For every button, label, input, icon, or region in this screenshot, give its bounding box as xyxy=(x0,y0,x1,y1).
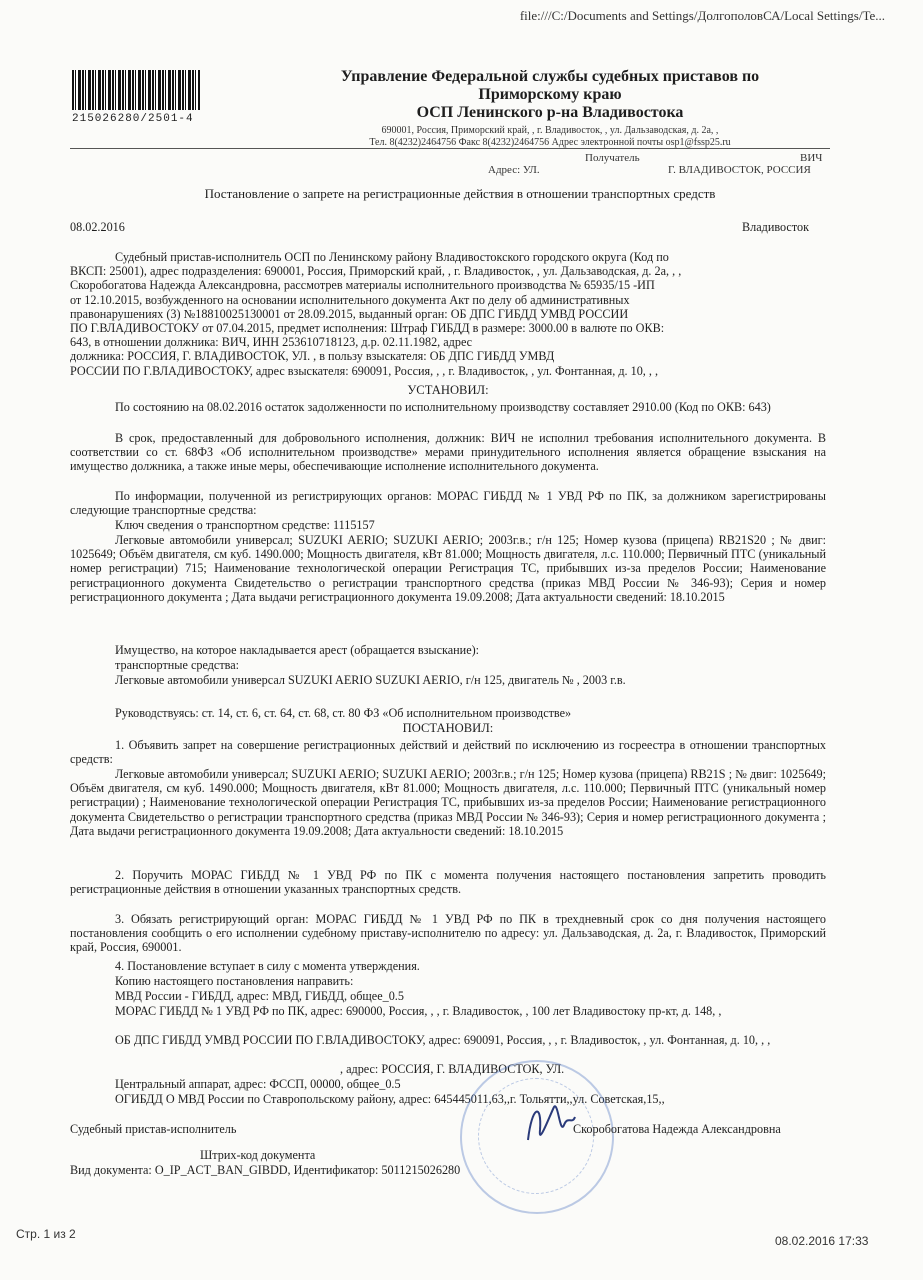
property-label: Имущество, на которое накладывается арест (обращается взыскание): xyxy=(115,643,480,657)
doc-date: 08.02.2016 xyxy=(70,220,125,234)
property-vehicle: Легковые автомобили универсал SUZUKI AERIO SUZUKI AERIO, г/н 125, двигатель № , 2003 г.в. xyxy=(115,673,626,687)
intro-line: от 12.10.2015, возбужденного на основании исполнительного документа Акт по делу об административных xyxy=(70,292,630,307)
print-datetime: 08.02.2016 17:33 xyxy=(775,1234,869,1248)
copy-recipient-4: , адрес: РОССИЯ, Г. ВЛАДИВОСТОК, УЛ. xyxy=(340,1062,565,1076)
resolution-1: 1. Объявить запрет на совершение регистрационных действий и действий по исключению из госреестра в отношении транспортных средств: xyxy=(70,738,826,767)
copy-recipient-2: МОРАС ГИБДД № 1 УВД РФ по ПК, адрес: 690000, Россия, , , г. Владивосток, , 100 лет Владивостоку пр-кт, д. 148, , xyxy=(115,1004,722,1018)
copy-recipient-1: МВД России - ГИБДД, адрес: МВД, ГИБДД, общее_0.5 xyxy=(115,989,404,1003)
org-line-3: ОСП Ленинского р-на Владивостока xyxy=(416,104,684,121)
doc-title: Постановление о запрете на регистрационные действия в отношении транспортных средств xyxy=(204,186,716,201)
intro-line: 643, в отношении должника: ВИЧ, ИНН 253610718123, д.р. 02.11.1982, адрес xyxy=(70,335,473,350)
signer-name: Скоробогатова Надежда Александровна xyxy=(573,1122,781,1136)
intro-line: Скоробогатова Надежда Александровна, рассмотрев материалы исполнительного производства № 65935/15 -ИП xyxy=(70,278,655,293)
signer-role: Судебный пристав-исполнитель xyxy=(70,1122,237,1136)
property-type: транспортные средства: xyxy=(115,658,240,672)
paragraph-balance: По состоянию на 08.02.2016 остаток задолженности по исполнительному производству составляет 2910.00 (Код по ОКВ: 643) xyxy=(115,400,771,414)
intro-paragraph xyxy=(70,250,826,378)
guided-by: Руководствуясь: ст. 14, ст. 6, ст. 64, ст. 68, ст. 80 ФЗ «Об исполнительном производстве» xyxy=(115,706,572,720)
header-divider xyxy=(70,148,830,149)
resolved-heading: ПОСТАНОВИЛ: xyxy=(402,721,494,735)
barcode-label: Штрих-код документа xyxy=(200,1148,316,1162)
intro-line: Судебный пристав-исполнитель ОСП по Ленинскому району Владивостокского городского округа (Код по xyxy=(115,250,669,264)
browser-url: file:///C:/Documents and Settings/ДолгополовСА/Local Settings/Te... xyxy=(519,8,885,23)
intro-line: должника: РОССИЯ, Г. ВЛАДИВОСТОК, УЛ. , в пользу взыскателя: ОБ ДПС ГИБДД УМВД xyxy=(70,349,555,364)
established-heading: УСТАНОВИЛ: xyxy=(407,383,489,397)
recipient-label: Получатель xyxy=(585,152,640,164)
barcode-graphic xyxy=(72,70,200,110)
resolution-4: 4. Постановление вступает в силу с момента утверждения. xyxy=(115,959,420,973)
page-number: Стр. 1 из 2 xyxy=(16,1227,76,1241)
org-line-2: Приморскому краю xyxy=(478,86,622,103)
intro-line: правонарушениях (3) №18810025130001 от 28.09.2015, выданный орган: ОБ ДПС ГИБДД УМВД РОССИИ xyxy=(70,306,629,321)
recipient-addr: Г. ВЛАДИВОСТОК, РОССИЯ xyxy=(668,164,811,176)
resolution-2: 2. Поручить МОРАС ГИБДД № 1 УВД РФ по ПК с момента получения настоящего постановления запретить проводить регистрационные действия в отношении указанных транспортных средств. xyxy=(70,868,826,897)
doc-type-id: Вид документа: O_IP_ACT_BAN_GIBDD, Идентификатор: 5011215026280 xyxy=(70,1163,461,1177)
copy-recipient-3: ОБ ДПС ГИБДД УМВД РОССИИ ПО Г.ВЛАДИВОСТОКУ, адрес: 690091, Россия, , , г. Владивосток, , ул. Фонтанная, д. 10, , , xyxy=(115,1033,771,1047)
intro-line: РОССИИ ПО Г.ВЛАДИВОСТОКУ, адрес взыскателя: 690091, Россия, , , г. Владивосток, , ул. Фонтанная, д. 10, , , xyxy=(70,363,659,378)
org-contacts: Тел. 8(4232)2464756 Факс 8(4232)2464756 Адрес электронной почты osp1@fssp25.ru xyxy=(369,137,731,148)
vehicle-description-2: Легковые автомобили универсал; SUZUKI AERIO; SUZUKI AERIO; 2003г.в.; г/н 125; Номер кузова (прицепа) RB21S ; № двиг: 1025649; Объём двигателя, см куб. 1490.000; Мощность двигателя, кВт 81.000; Мощность двигателя, л.с. 110.000; Первичный ПТС (уникальный номер регистрации) ; Наименование технологической операции Регистрация ТС, прибывших из-за пределов России; Наименование регистрационного документа Свидетельство о регистрации транспортного средства (приказ МВД России № 346-93); Серия и номер регистрационного документа ; Дата выдачи регистрационного документа 19.09.2008; Дата актуальности сведений: 18.10.2015 xyxy=(70,767,826,838)
org-address: 690001, Россия, Приморский край, , г. Владивосток, , ул. Дальзаводская, д. 2а, , xyxy=(381,125,719,136)
paragraph-failure: В срок, предоставленный для добровольного исполнения, должник: ВИЧ не исполнил требования исполнительного документа. В соответствии со ст. 68ФЗ «Об исполнительном производстве» мерами принудительного исполнения является обращение взыскания на имущество должника, а также иные меры, обеспечивающие исполнение исполнительного документа. xyxy=(70,431,826,474)
vehicle-key: Ключ сведения о транспортном средстве: 1115157 xyxy=(115,518,375,532)
recipient-addr-label: Адрес: УЛ. xyxy=(488,164,540,176)
signature-scribble xyxy=(520,1095,580,1155)
intro-line: ПО Г.ВЛАДИВОСТОКУ от 07.04.2015, предмет исполнения: Штраф ГИБДД в размере: 3000.00 в валюте по ОКВ: xyxy=(70,321,665,336)
resolution-3: 3. Обязать регистрирующий орган: МОРАС ГИБДД № 1 УВД РФ по ПК в трехдневный срок со дня получения настоящего постановления сообщить о его исполнении судебному приставу-исполнителю по адресу: ул. Дальзаводская, д. 2а, г. Владивосток, Приморский край, Россия, 690001. xyxy=(70,912,826,955)
vehicle-description-1: Легковые автомобили универсал; SUZUKI AERIO; SUZUKI AERIO; 2003г.в.; г/н 125; Номер кузова (прицепа) RB21S20 ; № двиг: 1025649; Объём двигателя, см куб. 1490.000; Мощность двигателя, кВт 81.000; Мощность двигателя, л.с. 110.000; Первичный ПТС (уникальный номер регистрации) 715; Наименование технологической операции Регистрация ТС, прибывших из-за пределов России; Наименование регистрационного документа Свидетельство о регистрации транспортного средства (приказ МВД России № 346-93); Серия и номер регистрационного документа ; Дата выдачи регистрационного документа 19.09.2008; Дата актуальности сведений: 18.10.2015 xyxy=(70,533,826,604)
paragraph-registration: По информации, полученной из регистрирующих органов: МОРАС ГИБДД № 1 УВД РФ по ПК, за должником зарегистрированы следующие транспортные средства: xyxy=(70,489,826,518)
barcode-number: 215026280/2501-4 xyxy=(72,113,194,125)
recipient-name: ВИЧ xyxy=(800,152,823,164)
doc-city: Владивосток xyxy=(742,220,810,234)
copy-label: Копию настоящего постановления направить: xyxy=(115,974,354,988)
copy-recipient-6: ОГИБДД О МВД России по Ставропольскому району, адрес: 645445011,63,,г. Тольятти,,ул. Советская,15,, xyxy=(115,1092,665,1106)
intro-line: ВКСП: 25001), адрес подразделения: 690001, Россия, Приморский край, , г. Владивосток, , ул. Дальзаводская, д. 2а, , , xyxy=(70,264,682,279)
copy-recipient-5: Центральный аппарат, адрес: ФССП, 00000, общее_0.5 xyxy=(115,1077,401,1091)
org-line-1: Управление Федеральной службы судебных приставов по xyxy=(340,68,760,85)
